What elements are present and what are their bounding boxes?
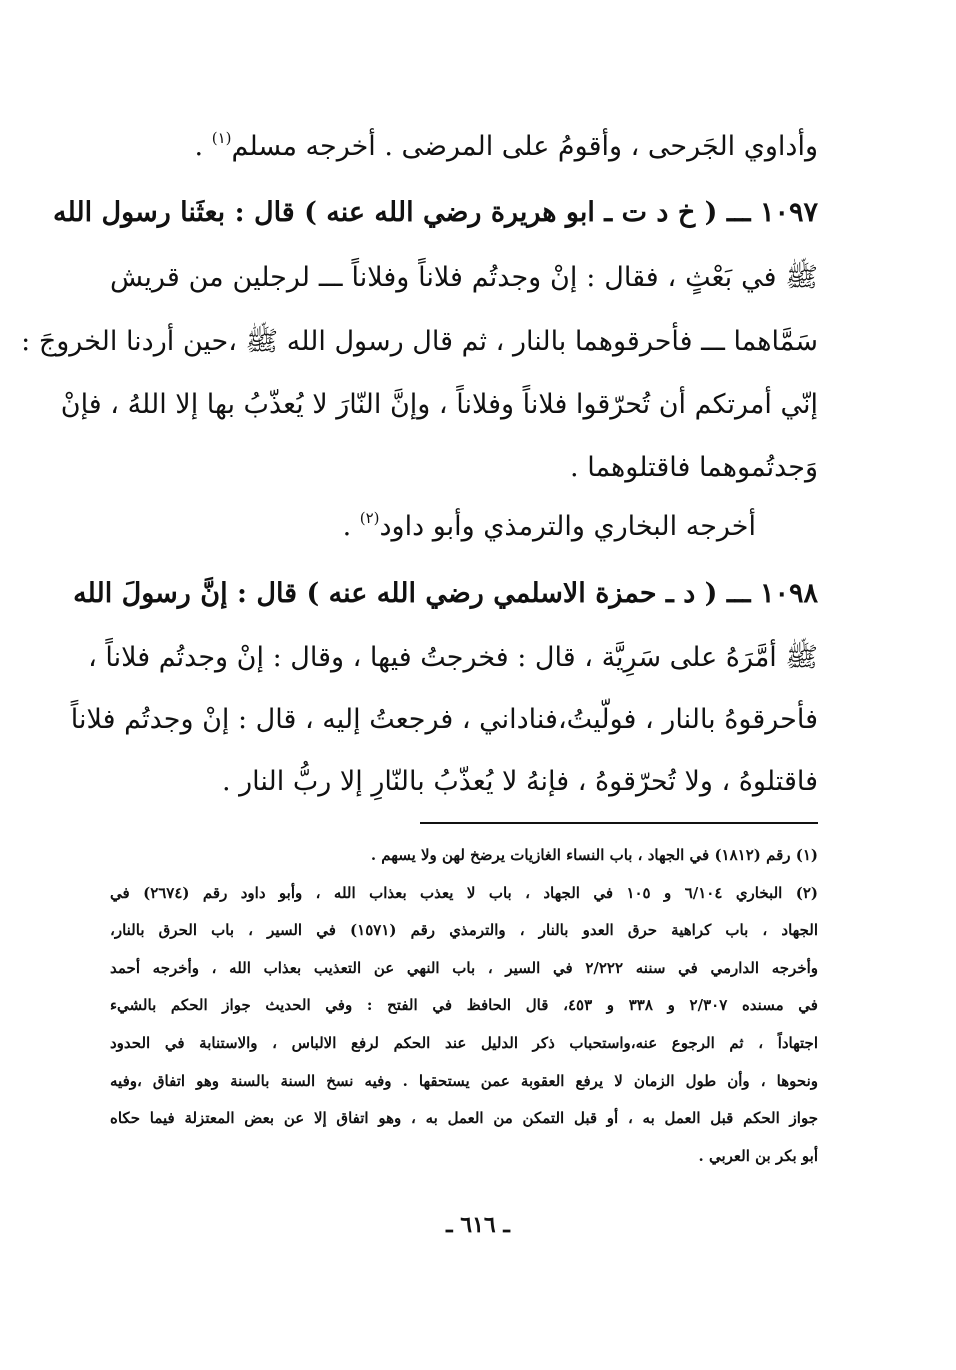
takhrij-line <box>110 507 756 550</box>
footnote-2-line-6: ونحوها ، وأن طول الزمان لا يرفع العقوبة عمن يستحقها . وفيه نسخ السنة بالسنة وهو اتفاق ،وفيه <box>110 1072 818 1090</box>
footnote-ref-2: (٢) <box>359 509 380 527</box>
text-line-9: ﷺ أمَّرَهُ على سَرِيَّة ، قال : فخرجتُ فيها ، وقال : إنْ وجدتُم فلاناً ، <box>88 642 818 673</box>
footnote-2-line-4: في مسنده ٢/٣٠٧ و ٣٣٨ و ٤٥٣، قال الحافظ في الفتح : وفي الحديث جواز الحكم بالشيء <box>110 996 818 1014</box>
line-1-text: وأداوي الجَرحى ، وأقومُ على المرضى . أخرجه مسلم <box>231 131 818 162</box>
hadith-1098-heading: ١٠٩٨ ـــ ( د ـ حمزة الاسلمي رضي الله عنه ) قال : إنَّ رسولَ الله <box>73 578 818 609</box>
footnote-2-line-1: (٢) البخاري ٦/١٠٤ و ١٠٥ في الجهاد ، باب لا يعذب بعذاب الله ، وأبو داود رقم (٢٦٧٤) في <box>110 884 818 902</box>
takhrij-end: . <box>342 511 352 542</box>
text-line-11: فاقتلوهُ ، ولا تُحرّقوهُ ، فإنهُ لا يُعذّبُ بالنّارِ إلا ربُّ النار . <box>221 766 818 797</box>
text-line-4: سَمَّاهما ـــ فأحرقوهما بالنار ، ثم قال رسول الله ﷺ ،حين أردنا الخروجَ : <box>21 326 818 357</box>
footnote-1: (١) رقم (١٨١٢) في الجهاد ، باب النساء الغازيات يرضخ لهن ولا يسهم . <box>370 846 818 864</box>
page-number: ـ ٦١٦ ـ <box>446 1212 510 1238</box>
footnote-2-line-2: الجهاد ، باب كراهية حرق العدو بالنار ، والترمذي رقم (١٥٧١) في السير ، باب الحرق بالنار، <box>110 921 818 939</box>
text-line-1 <box>110 127 818 170</box>
footnote-2-line-7: جواز الحكم قبل العمل به ، أو قبل التمكن من العمل به ، وهو اتفاق إلا عن بعض المعتزلة فيما حكاه <box>110 1109 818 1127</box>
text-line-6: وَجدتُموهما فاقتلوهما . <box>570 452 818 483</box>
text-line-10: فأحرقوهُ بالنار ، فولّيتُ،فناداني ، فرجعتُ إليه ، قال : إنْ وجدتُم فلاناً <box>70 704 818 735</box>
footnote-divider <box>420 822 818 824</box>
text-line-3: ﷺ في بَعْثٍ ، فقال : إنْ وجدتُم فلاناً وفلاناً ـــ لرجلين من قريش <box>110 262 818 293</box>
takhrij-text: أخرجه البخاري والترمذي وأبو داود <box>379 511 756 542</box>
hadith-1097-heading: ١٠٩٧ ـــ ( خ د ت ـ ابو هريرة رضي الله عنه ) قال : بعثَنا رسول الله <box>52 197 818 228</box>
text-line-5: إنّي أمرتكم أن تُحرّقوا فلاناً وفلاناً ، وإنَّ النّارَ لا يُعذّبُ بها إلا اللهُ ، فإنْ <box>60 389 818 420</box>
footnote-2-line-5: اجتهاداً ، ثم الرجوع عنه،واستحباب ذكر الدليل عند الحكم لرفع الالباس ، والاستنابة في الحدود <box>110 1034 818 1052</box>
line-1-end: . <box>194 131 204 162</box>
footnote-ref-1: (١) <box>211 129 232 147</box>
footnote-2-line-8: أبو بكر بن العربي . <box>698 1147 818 1165</box>
footnote-2-line-3: وأخرجه الدارمي في سننه ٢/٢٢٢ في السير ، باب النهي عن التعذيب بعذاب الله ، وأخرجه أحمد <box>110 959 818 977</box>
